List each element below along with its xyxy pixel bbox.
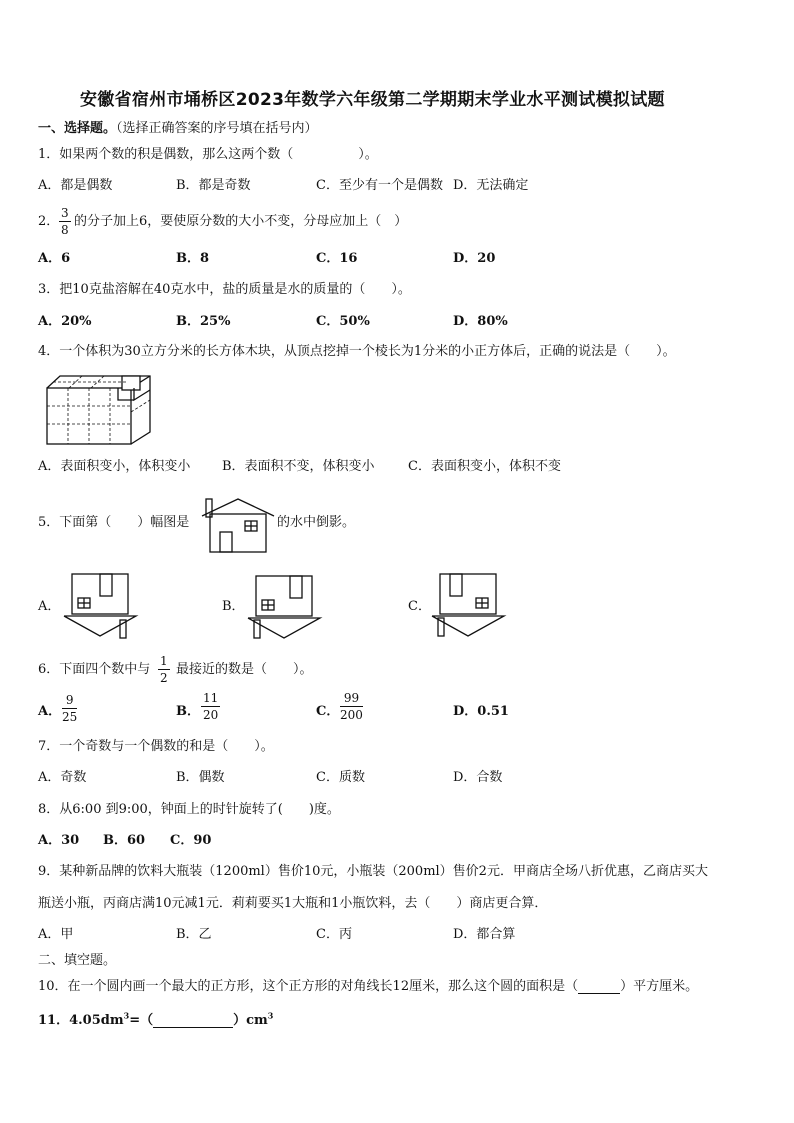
house-icon xyxy=(202,496,274,554)
reflection-c-icon xyxy=(432,572,504,640)
page-title: 安徽省宿州市埇桥区2023年数学六年级第二学期期末学业水平测试模拟试题 xyxy=(80,90,665,110)
q6-option-c-label: C． xyxy=(316,704,340,719)
q5-option-a-label: A． xyxy=(38,599,61,614)
q6-option-b-label: B． xyxy=(176,704,200,719)
question-2-stem: 的分子加上6，要使原分数的大小不变，分母应加上（ ） xyxy=(74,214,408,229)
section-heading-text: 一、选择题。 xyxy=(38,121,117,136)
q2-option-b: B．8 xyxy=(176,251,210,266)
question-7-stem: 7．一个奇数与一个偶数的和是（ ）。 xyxy=(38,739,274,754)
question-9-line-2: 瓶送小瓶，丙商店满10元减1元．莉莉要买1大瓶和1小瓶饮料，去（ ）商店更合算． xyxy=(38,896,548,911)
q2-option-d: D．20 xyxy=(453,251,496,266)
q2-option-c: C．16 xyxy=(316,251,358,266)
q6-option-c-numerator: 99 xyxy=(340,692,363,707)
q8-option-a: A．30 xyxy=(38,833,80,848)
q9-option-b: B．乙 xyxy=(176,927,212,942)
question-10 xyxy=(38,980,698,994)
cuboid-figure xyxy=(44,372,154,448)
question-2-number: 2． xyxy=(38,214,60,229)
question-11-equals: =（ xyxy=(129,1013,154,1028)
q11-answer-blank[interactable] xyxy=(153,1014,233,1028)
q10-answer-blank[interactable] xyxy=(578,980,620,994)
question-10-stem-end: ）平方厘米。 xyxy=(620,979,699,994)
q6-option-a-denominator: 25 xyxy=(62,710,78,724)
question-3-stem: 3．把10克盐溶解在40克水中，盐的质量是水的质量的（ ）。 xyxy=(38,282,411,297)
q6-option-c-denominator: 200 xyxy=(340,708,363,722)
q6-option-a-fraction xyxy=(62,694,77,723)
q6-option-d: D．0.51 xyxy=(453,704,509,719)
q6-fraction-denominator: 2 xyxy=(160,671,168,685)
reflection-b-icon xyxy=(248,574,320,640)
q8-option-c: C．90 xyxy=(170,833,212,848)
q6-fraction-numerator: 1 xyxy=(160,654,168,668)
q2-option-a: A．6 xyxy=(38,251,71,266)
q9-option-c: C．丙 xyxy=(316,927,352,942)
q9-option-a: A．甲 xyxy=(38,927,74,942)
q5-option-c-label: C． xyxy=(408,599,431,614)
q2-fraction xyxy=(59,207,71,236)
q6-option-a-numerator: 9 xyxy=(62,694,77,709)
q6-option-b-numerator: 11 xyxy=(203,691,219,705)
question-6-stem-end: 最接近的数是（ ）。 xyxy=(176,662,313,677)
question-10-stem-start: 10．在一个圆内画一个最大的正方形，这个正方形的对角线长12厘米，那么这个圆的面积是（ xyxy=(38,979,579,994)
q6-option-b-fraction xyxy=(201,692,220,721)
q6-option-c-fraction xyxy=(340,692,363,721)
reflection-a-icon xyxy=(64,572,136,640)
q1-option-c: C．至少有一个是偶数 xyxy=(316,178,443,193)
question-9-line-1: 9．某种新品牌的饮料大瓶装（1200ml）售价10元，小瓶装（200ml）售价2元．甲商店全场八折优惠，乙商店买大 xyxy=(38,864,708,879)
q4-option-c: C．表面积变小，体积不变 xyxy=(408,459,561,474)
q3-option-a: A．20% xyxy=(38,314,92,329)
question-5-stem-end: 的水中倒影。 xyxy=(277,515,356,530)
q6-fraction xyxy=(158,655,170,684)
q7-option-a: A．奇数 xyxy=(38,770,87,785)
q3-option-b: B．25% xyxy=(176,314,231,329)
q5-option-b-label: B． xyxy=(222,599,245,614)
question-5-stem-start: 5．下面第（ ）幅图是 xyxy=(38,515,190,530)
question-8-stem: 8．从6:00 到9:00，钟面上的时针旋转了( )度。 xyxy=(38,802,340,817)
q9-option-d: D．都合算 xyxy=(453,927,516,942)
q4-option-b: B．表面积不变，体积变小 xyxy=(222,459,375,474)
q11-exponent-c: 3 xyxy=(267,1010,274,1021)
q6-option-b-denominator: 20 xyxy=(203,708,219,722)
section-heading-choice xyxy=(38,122,318,135)
q1-option-b: B．都是奇数 xyxy=(176,178,251,193)
q1-option-d: D．无法确定 xyxy=(453,178,529,193)
q2-fraction-numerator: 3 xyxy=(61,206,69,220)
q8-option-b: B．60 xyxy=(103,833,146,848)
question-1-stem: 1．如果两个数的积是偶数，那么这两个数（ ）。 xyxy=(38,147,378,162)
q7-option-c: C．质数 xyxy=(316,770,365,785)
q11-exponent-a: 3 xyxy=(123,1010,130,1021)
q7-option-b: B．偶数 xyxy=(176,770,225,785)
q6-option-a-label: A． xyxy=(38,704,62,719)
q1-option-a: A．都是偶数 xyxy=(38,178,113,193)
section-heading-fill: 二、填空题。 xyxy=(38,953,117,968)
q7-option-d: D．合数 xyxy=(453,770,503,785)
question-11-unit: ）cm xyxy=(233,1013,268,1028)
question-6-stem-start: 6．下面四个数中与 xyxy=(38,662,151,677)
q3-option-c: C．50% xyxy=(316,314,370,329)
q4-option-a: A．表面积变小，体积变小 xyxy=(38,459,191,474)
question-11-stem-start: 11．4.05dm xyxy=(38,1013,124,1028)
question-4-stem: 4．一个体积为30立方分米的长方体木块，从顶点挖掉一个棱长为1分米的小正方体后，正确的说法是（ ）。 xyxy=(38,344,676,359)
question-11 xyxy=(38,1010,274,1028)
section-note: （选择正确答案的序号填在括号内） xyxy=(116,121,318,136)
q2-fraction-denominator: 8 xyxy=(61,223,69,237)
q3-option-d: D．80% xyxy=(453,314,508,329)
